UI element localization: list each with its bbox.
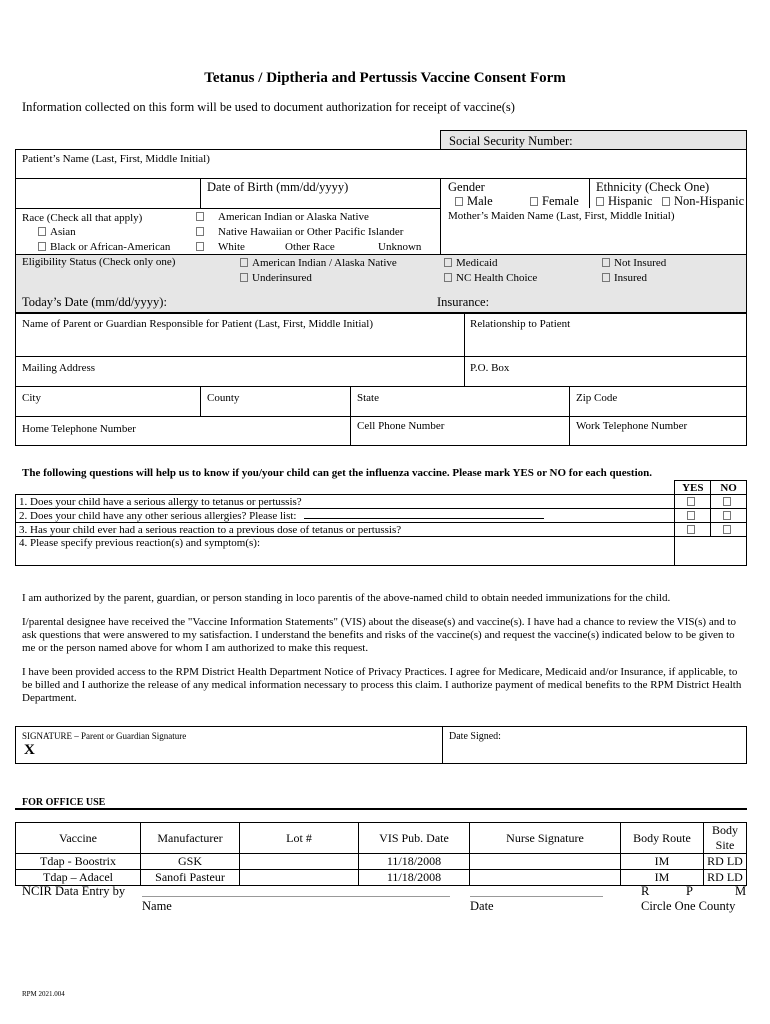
work-phone-label: Work Telephone Number — [576, 420, 688, 432]
ssn-field[interactable] — [440, 130, 747, 150]
vaccine-cell: Tdap - Boostrix — [16, 854, 141, 870]
female-checkbox[interactable] — [530, 197, 538, 206]
question-row — [16, 523, 747, 537]
no-header: NO — [711, 481, 747, 495]
race-other-option[interactable]: Other Race — [285, 241, 335, 253]
race-label: Race (Check all that apply) — [22, 212, 143, 224]
signature-x-mark: X — [24, 742, 35, 758]
body-site-cell[interactable]: RD LD — [704, 870, 747, 886]
guardian-name-label: Name of Parent or Guardian Responsible for Patient (Last, First, Middle Initial) — [22, 318, 374, 330]
race-american-indian-option[interactable]: American Indian or Alaska Native — [196, 211, 369, 223]
medicaid-checkbox[interactable] — [444, 258, 452, 267]
office-use-label: FOR OFFICE USE — [22, 797, 106, 808]
vis-date-cell: 11/18/2008 — [359, 854, 470, 870]
yes-checkbox[interactable] — [675, 495, 711, 509]
col-vis-date: VIS Pub. Date — [359, 823, 470, 854]
allergies-list-field[interactable] — [304, 518, 544, 519]
question-text: 1. Does your child have a serious allergy to tetanus or pertussis? — [16, 495, 675, 509]
form-code: RPM 2021.004 — [22, 990, 65, 998]
ssn-label: Social Security Number: — [449, 134, 573, 148]
black-checkbox[interactable] — [38, 242, 46, 251]
american-indian-checkbox[interactable] — [196, 212, 204, 221]
eligibility-insured-option[interactable]: Insured — [602, 272, 647, 284]
no-checkbox[interactable] — [711, 495, 747, 509]
lot-cell[interactable] — [240, 854, 359, 870]
ncir-label: NCIR Data Entry by — [22, 884, 126, 898]
date-signed-label[interactable]: Date Signed: — [449, 731, 501, 742]
patient-name-label: Patient’s Name (Last, First, Middle Initial) — [22, 153, 210, 165]
questions-header: The following questions will help us to know if you/your child can get the influenza vaccine. Please mark YES or NO for each question. — [22, 467, 652, 479]
lot-cell[interactable] — [240, 870, 359, 886]
eligibility-medicaid-option[interactable]: Medicaid — [444, 257, 498, 269]
circle-county-label: Circle One County — [641, 899, 736, 913]
date-caption: Date — [470, 899, 494, 913]
gender-label: Gender — [448, 180, 485, 194]
vaccine-cell: Tdap – Adacel — [16, 870, 141, 886]
no-checkbox[interactable] — [711, 509, 747, 523]
eligibility-ai-option[interactable]: American Indian / Alaska Native — [240, 257, 397, 269]
hispanic-checkbox[interactable] — [596, 197, 604, 206]
po-box-label: P.O. Box — [470, 362, 510, 374]
race-asian-option[interactable]: Asian — [38, 226, 76, 238]
body-route-cell: IM — [621, 854, 704, 870]
ncir-date-line[interactable] — [470, 896, 603, 897]
vis-date-cell: 11/18/2008 — [359, 870, 470, 886]
ncir-name-line[interactable] — [142, 896, 450, 897]
yes-checkbox[interactable] — [675, 509, 711, 523]
col-body-route: Body Route — [621, 823, 704, 854]
name-caption: Name — [142, 899, 172, 913]
col-vaccine: Vaccine — [16, 823, 141, 854]
todays-date-label: Today’s Date (mm/dd/yyyy): — [22, 295, 167, 309]
question-text: 3. Has your child ever had a serious reaction to a previous dose of tetanus or pertussis? — [16, 523, 675, 537]
signature-field[interactable] — [16, 742, 441, 763]
hawaiian-checkbox[interactable] — [196, 227, 204, 236]
cell-phone-label: Cell Phone Number — [357, 420, 445, 432]
relationship-label: Relationship to Patient — [470, 318, 571, 330]
col-lot: Lot # — [240, 823, 359, 854]
male-checkbox[interactable] — [455, 197, 463, 206]
yes-checkbox[interactable] — [675, 523, 711, 537]
not-insured-checkbox[interactable] — [602, 258, 610, 267]
dob-label: Date of Birth (mm/dd/yyyy) — [207, 180, 349, 194]
race-hawaiian-option[interactable]: Native Hawaiian or Other Pacific Islander — [196, 226, 403, 238]
ethnicity-label: Ethnicity (Check One) — [596, 180, 710, 194]
ethnicity-hispanic-option[interactable]: Hispanic — [596, 194, 652, 209]
mailing-address-label: Mailing Address — [22, 362, 96, 374]
questions-table — [15, 480, 747, 566]
question-text: 2. Does your child have any other serious allergies? Please list: — [16, 509, 675, 523]
county-label: County — [207, 392, 240, 404]
patient-name-field[interactable] — [16, 168, 746, 178]
col-body-site: Body Site — [704, 823, 747, 854]
gender-male-option[interactable]: Male — [455, 194, 493, 209]
nc-health-choice-checkbox[interactable] — [444, 273, 452, 282]
col-manufacturer: Manufacturer — [141, 823, 240, 854]
intro-text: Information collected on this form will be used to document authorization for receipt of vaccine(s) — [22, 100, 515, 114]
maiden-name-label: Mother’s Maiden Name (Last, First, Middle Initial) — [448, 210, 675, 222]
manufacturer-cell: Sanofi Pasteur — [141, 870, 240, 886]
office-divider — [15, 808, 747, 810]
body-route-cell: IM — [621, 870, 704, 886]
question-row — [16, 509, 747, 523]
nurse-signature-cell[interactable] — [470, 854, 621, 870]
race-white-option[interactable]: White — [196, 241, 245, 253]
race-unknown-option[interactable]: Unknown — [378, 241, 422, 253]
question-text[interactable]: 4. Please specify previous reaction(s) and symptom(s): — [16, 537, 675, 566]
underinsured-checkbox[interactable] — [240, 273, 248, 282]
manufacturer-cell: GSK — [141, 854, 240, 870]
ai-an-checkbox[interactable] — [240, 258, 248, 267]
no-checkbox[interactable] — [711, 523, 747, 537]
zip-code-label: Zip Code — [576, 392, 618, 404]
table-row — [16, 870, 747, 886]
signature-label: SIGNATURE – Parent or Guardian Signature — [22, 731, 187, 741]
eligibility-nchc-option[interactable]: NC Health Choice — [444, 272, 537, 284]
consent-paragraph-1: I am authorized by the parent, guardian, or person standing in loco parentis of the above-named child to obtain needed immunizations for the child. — [22, 592, 671, 604]
county-m[interactable]: M — [735, 884, 747, 898]
yes-header: YES — [675, 481, 711, 495]
consent-paragraph-3: I have been provided access to the RPM District Health Department Notice of Privacy Practices. I agree for Medicare, Medicaid and/or Insurance, if applicable, to be billed and I authorize the release of any medical information necessary to process this claim. I authorize payment of medical benefits to the RPM District Health Department. — [22, 666, 742, 704]
home-phone-label: Home Telephone Number — [22, 423, 136, 435]
office-table — [15, 822, 747, 886]
insurance-label: Insurance: — [437, 295, 490, 309]
eligibility-underinsured-option[interactable]: Underinsured — [240, 272, 312, 284]
question-row — [16, 537, 747, 566]
nurse-signature-cell[interactable] — [470, 870, 621, 886]
city-label: City — [22, 392, 41, 404]
eligibility-label: Eligibility Status (Check only one) — [22, 256, 176, 268]
col-nurse-signature: Nurse Signature — [470, 823, 621, 854]
eligibility-not-insured-option[interactable]: Not Insured — [602, 257, 666, 269]
non-hispanic-checkbox[interactable] — [662, 197, 670, 206]
county-p[interactable]: P — [686, 884, 693, 898]
county-r[interactable]: R — [641, 884, 650, 898]
body-site-cell[interactable]: RD LD — [704, 854, 747, 870]
asian-checkbox[interactable] — [38, 227, 46, 236]
insured-checkbox[interactable] — [602, 273, 610, 282]
table-row — [16, 854, 747, 870]
state-label: State — [357, 392, 379, 404]
ethnicity-nonhispanic-option[interactable]: Non-Hispanic — [662, 194, 744, 209]
gender-female-option[interactable]: Female — [530, 194, 579, 209]
consent-paragraph-2: I/parental designee have received the "Vaccine Information Statements" (VIS) about the disease(s) and vaccine(s). I have had a chance to review the VIS(s) and to ask questions that were answered to my satisfaction. I understand the benefits and risks of the vaccine(s) and request the vaccine(s) indicated below to be given to me or the person named above for whom I am authorized to make this request. — [22, 616, 737, 654]
race-black-option[interactable]: Black or African-American — [38, 241, 170, 253]
question-row — [16, 495, 747, 509]
form-title: Tetanus / Diptheria and Pertussis Vaccine Consent Form — [204, 70, 566, 86]
white-checkbox[interactable] — [196, 242, 204, 251]
